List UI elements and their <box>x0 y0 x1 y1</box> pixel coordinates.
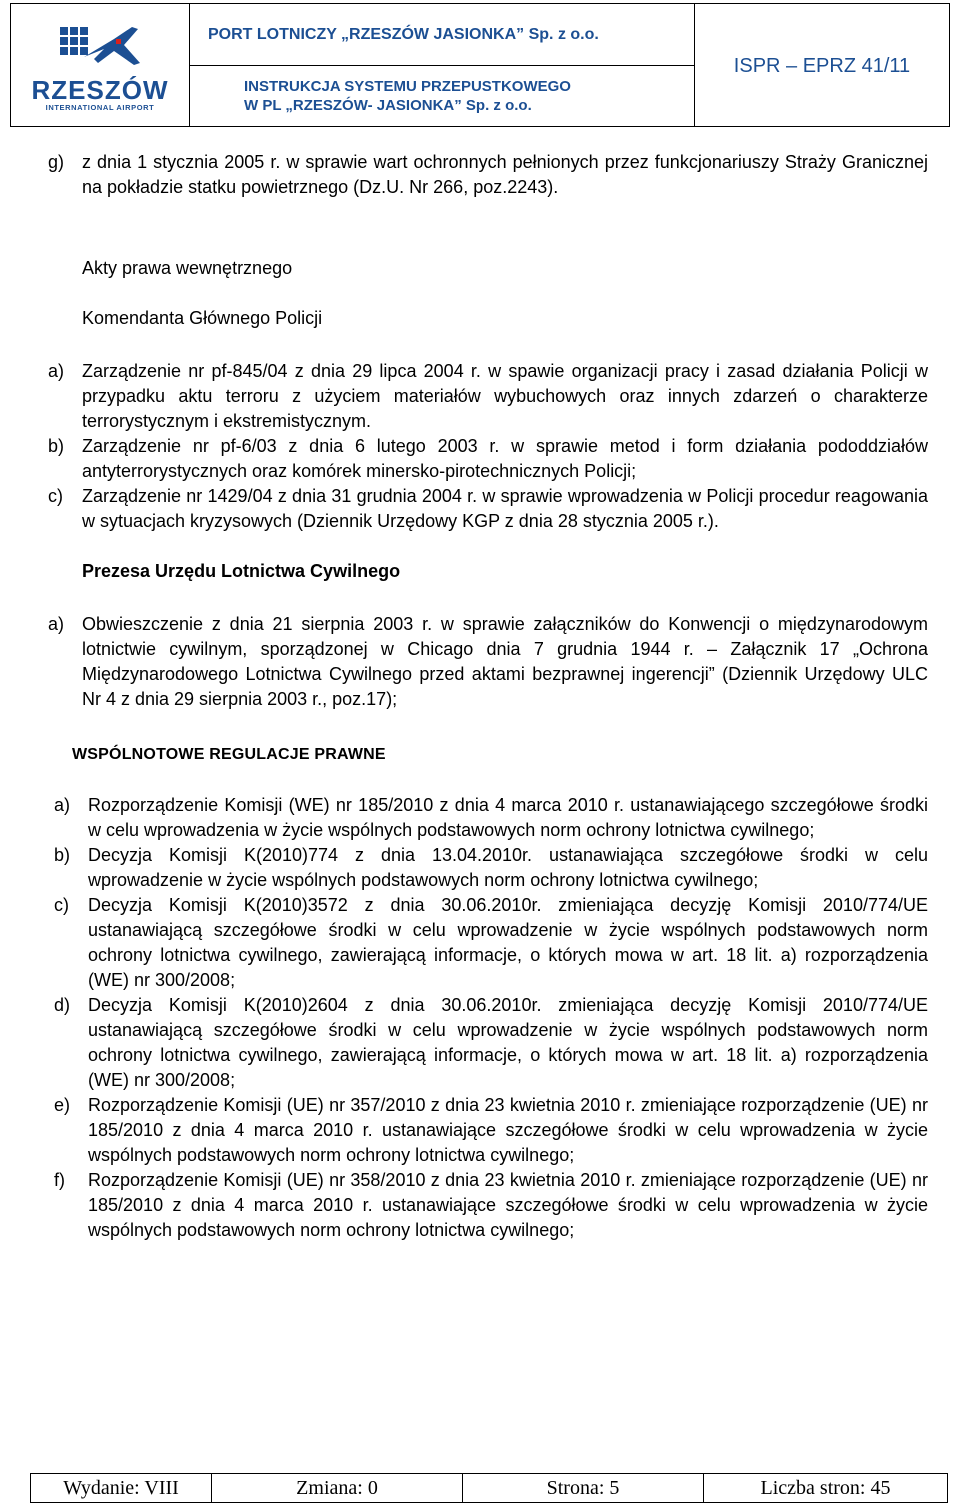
item-label: b) <box>48 436 65 456</box>
item-text: Rozporządzenie Komisji (UE) nr 358/2010 z dnia 23 kwietnia 2010 r. zmieniające rozporządzenie (UE) nr 185/2010 z dnia 4 marca 2010 r. ustanawiające szczegółowe środki w celu wprowadzenia w życie wspólnych podstawowych norm ochrony lotnictwa cywilnego; <box>88 1170 928 1240</box>
item-text: Obwieszczenie z dnia 21 sierpnia 2003 r. w sprawie załączników do Konwencji o międzynarodowym lotnictwie cywilnym, sporządzonej w Chicago dnia 7 grudnia 1944 r. – Załącznik 17 „Ochrona Międzynarodowego Lotnictwa Cywilnego przed aktami bezprawnej ingerencji” (Dziennik Urzędowy ULC Nr 4 z dnia 29 sierpnia 2003 r., poz.17); <box>82 614 928 709</box>
item-label: c) <box>48 486 63 506</box>
item-text: z dnia 1 stycznia 2005 r. w sprawie wart ochronnych pełnionych przez funkcjonariuszy Straży Granicznej na pokładzie statku powietrznego (Dz.U. Nr 266, poz.2243). <box>82 152 928 197</box>
item-label: g) <box>48 152 65 172</box>
list-item <box>48 434 928 484</box>
list-item <box>48 484 928 534</box>
instruction-title-line1: INSTRUKCJA SYSTEMU PRZEPUSTKOWEGO <box>244 78 571 95</box>
list-item <box>48 150 928 200</box>
item-text: Rozporządzenie Komisji (WE) nr 185/2010 z dnia 4 marca 2010 r. ustanawiającego szczegółowe środki w celu wprowadzenia w życie wspólnych podstawowych norm ochrony lotnictwa cywilnego; <box>88 795 928 840</box>
list-item <box>48 1168 928 1243</box>
item-text: Zarządzenie nr pf-845/04 z dnia 29 lipca 2004 r. w spawie organizacji pracy i zasad działania Policji w przypadku aktu terroru z użyciem materiałów wybuchowych oraz innych zdarzeń o charakterze terrorystycznym i ekstremistycznym. <box>82 361 928 431</box>
list-item <box>48 1093 928 1168</box>
list-item <box>48 612 928 712</box>
company-name: PORT LOTNICZY „RZESZÓW JASIONKA” Sp. z o.o. <box>190 4 694 66</box>
logo-name: RZESZÓW <box>31 74 169 105</box>
airport-logo <box>11 4 190 126</box>
item-label: e) <box>54 1095 71 1115</box>
item-text: Decyzja Komisji K(2010)774 z dnia 13.04.2010r. ustanawiająca szczegółowe środki w celu wprowadzenie w życie wspólnych podstawowych norm ochrony lotnictwa cywilnego; <box>88 845 928 890</box>
document-body <box>48 150 928 1243</box>
item-text: Zarządzenie nr 1429/04 z dnia 31 grudnia 2004 r. w sprawie wprowadzenia w Policji procedur reagowania w sytuacjach kryzysowych (Dziennik Urzędowy KGP z dnia 28 stycznia 2005 r.). <box>82 486 928 531</box>
item-label: c) <box>54 895 69 915</box>
item-label: d) <box>54 995 71 1015</box>
section-heading-civil-aviation: Prezesa Urzędu Lotnictwa Cywilnego <box>82 561 401 581</box>
item-label: a) <box>48 614 65 634</box>
footer-change: Zmiana: 0 <box>212 1474 463 1502</box>
item-label: f) <box>54 1170 65 1190</box>
item-label: b) <box>54 845 71 865</box>
list-item <box>48 843 928 893</box>
document-code: ISPR – EPRZ 41/11 <box>733 54 911 77</box>
list-item <box>48 793 928 843</box>
document-footer <box>30 1473 948 1503</box>
section-heading-internal-acts: Akty prawa wewnętrznego <box>82 258 293 278</box>
item-label: a) <box>54 795 71 815</box>
instruction-title-line2: W PL „RZESZÓW- JASIONKA” Sp. z o.o. <box>244 97 532 114</box>
footer-pages-total: Liczba stron: 45 <box>760 1476 891 1499</box>
section-heading-police: Komendanta Głównego Policji <box>82 308 323 328</box>
instruction-title <box>190 66 694 126</box>
item-text: Decyzja Komisji K(2010)3572 z dnia 30.06.2010r. zmieniająca decyzję Komisji 2010/774/UE ustanawiającą szczegółowe środki w celu wprowadzenie w życie wspólnych podstawowych norm ochrony lotnictwa cywilnego, zawierającą informacje, o których mowa w art. 18 lit. a) rozporządzenia (WE) nr 300/2008; <box>88 895 928 990</box>
list-item <box>48 893 928 993</box>
item-text: Zarządzenie nr pf-6/03 z dnia 6 lutego 2003 r. w sprawie metod i form działania pododdziałów antyterrorystycznych oraz komórek minersko-pirotechnicznych Policji; <box>82 436 928 481</box>
footer-page: Strona: 5 <box>463 1474 704 1502</box>
airplane-logo-icon <box>54 19 146 75</box>
footer-edition: Wydanie: VIII <box>31 1474 212 1502</box>
document-header <box>10 3 950 127</box>
item-label: a) <box>48 361 65 381</box>
section-heading-eu-regulations: WSPÓLNOTOWE REGULACJE PRAWNE <box>72 746 386 763</box>
logo-subtitle: INTERNATIONAL AIRPORT <box>45 102 155 112</box>
item-text: Decyzja Komisji K(2010)2604 z dnia 30.06.2010r. zmieniająca decyzję Komisji 2010/774/UE ustanawiającą szczegółowe środki w celu wprowadzenie w życie wspólnych podstawowych norm ochrony lotnictwa cywilnego, zawierającą informacje, o których mowa w art. 18 lit. a) rozporządzenia (WE) nr 300/2008; <box>88 995 928 1090</box>
item-text: Rozporządzenie Komisji (UE) nr 357/2010 z dnia 23 kwietnia 2010 r. zmieniające rozporządzenie (UE) nr 185/2010 z dnia 4 marca 2010 r. ustanawiające szczegółowe środki w celu wprowadzenia w życie wspólnych podstawowych norm ochrony lotnictwa cywilnego; <box>88 1095 928 1165</box>
list-item <box>48 993 928 1093</box>
list-item <box>48 359 928 434</box>
